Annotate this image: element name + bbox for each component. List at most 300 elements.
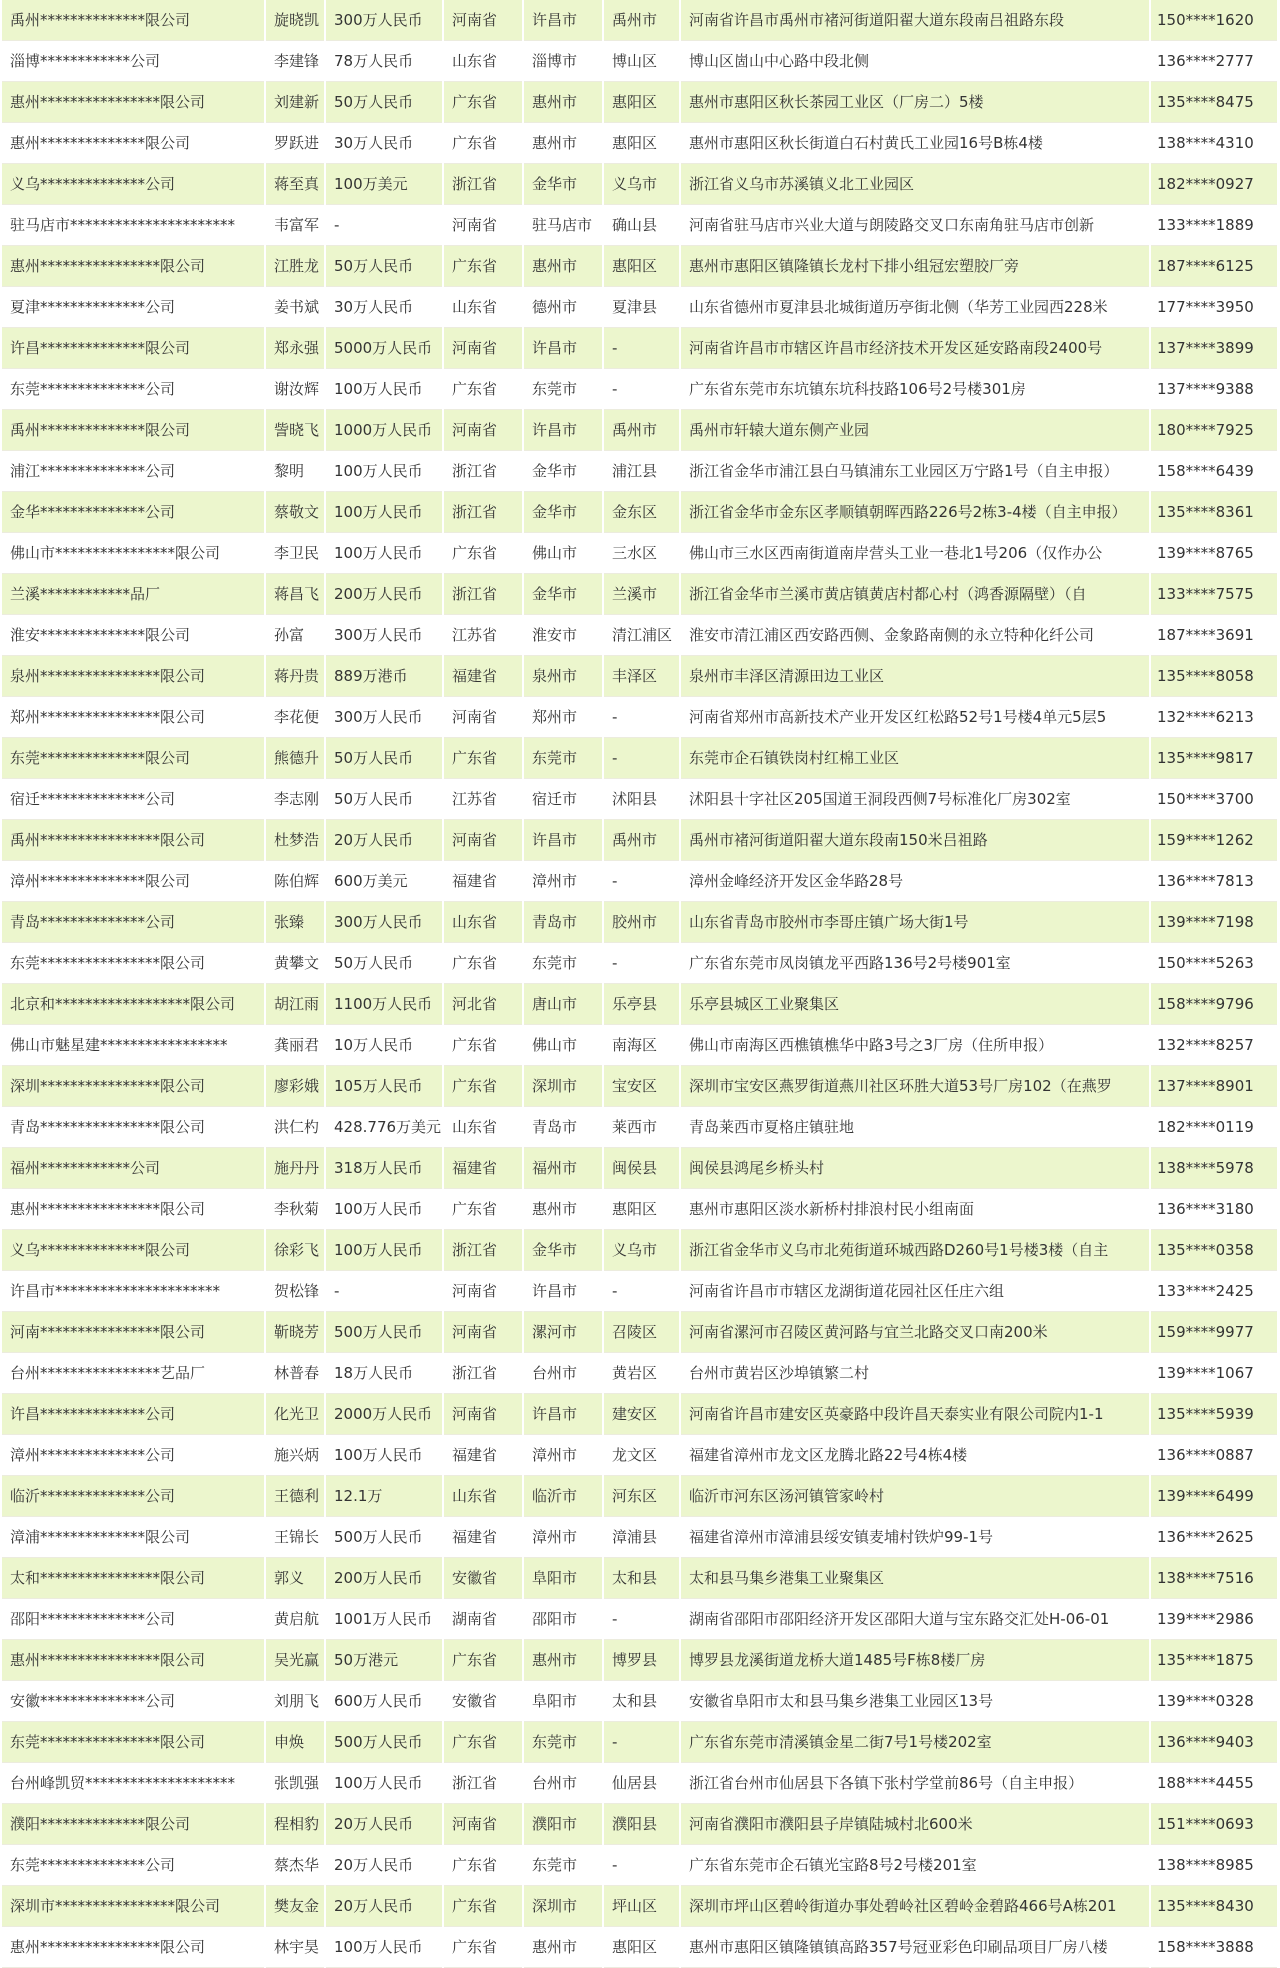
phone-cell: 135****8475 [1150,82,1278,123]
table-row [2,1476,1278,1517]
company-name-cell: 深圳****************限公司 [2,1066,265,1107]
table-row [2,328,1278,369]
province-cell: 河南省 [443,697,523,738]
city-cell: 青岛市 [523,902,603,943]
address-cell: 浙江省台州市仙居县下各镇下张村学堂前86号（自主申报） [680,1763,1150,1804]
district-cell: - [603,369,680,410]
city-cell: 许昌市 [523,1394,603,1435]
legal-rep-cell: 李花便 [265,697,325,738]
legal-rep-cell: 蒋昌飞 [265,574,325,615]
province-cell: 河南省 [443,1312,523,1353]
district-cell: - [603,1722,680,1763]
table-row [2,0,1278,41]
table-row [2,574,1278,615]
legal-rep-cell: 孙富 [265,615,325,656]
legal-rep-cell: 李卫民 [265,533,325,574]
legal-rep-cell: 张臻 [265,902,325,943]
legal-rep-cell: 旋晓凯 [265,0,325,41]
capital-cell: 500万人民币 [325,1517,443,1558]
company-name-cell: 青岛****************限公司 [2,1107,265,1148]
capital-cell: 50万人民币 [325,82,443,123]
province-cell: 浙江省 [443,451,523,492]
legal-rep-cell: 龚丽君 [265,1025,325,1066]
city-cell: 东莞市 [523,1722,603,1763]
province-cell: 广东省 [443,1927,523,1968]
capital-cell: 300万人民币 [325,615,443,656]
city-cell: 阜阳市 [523,1558,603,1599]
capital-cell: 10万人民币 [325,1025,443,1066]
capital-cell: 100万人民币 [325,451,443,492]
capital-cell: 300万人民币 [325,697,443,738]
capital-cell: 100万人民币 [325,533,443,574]
phone-cell: 188****4455 [1150,1763,1278,1804]
phone-cell: 139****8765 [1150,533,1278,574]
company-name-cell: 许昌**************公司 [2,1394,265,1435]
city-cell: 金华市 [523,1230,603,1271]
company-name-cell: 惠州**************限公司 [2,123,265,164]
city-cell: 许昌市 [523,0,603,41]
table-row [2,902,1278,943]
capital-cell: 428.776万美元 [325,1107,443,1148]
phone-cell: 132****6213 [1150,697,1278,738]
address-cell: 惠州市惠阳区秋长茶园工业区（厂房二）5楼 [680,82,1150,123]
address-cell: 漳州金峰经济开发区金华路28号 [680,861,1150,902]
phone-cell: 139****2986 [1150,1599,1278,1640]
address-cell: 浙江省金华市义乌市北苑街道环城西路D260号1号楼3楼（自主 [680,1230,1150,1271]
company-name-cell: 义乌**************公司 [2,164,265,205]
phone-cell: 135****8361 [1150,492,1278,533]
table-row [2,697,1278,738]
district-cell: - [603,943,680,984]
city-cell: 德州市 [523,287,603,328]
city-cell: 惠州市 [523,82,603,123]
district-cell: 惠阳区 [603,82,680,123]
address-cell: 福建省漳州市龙文区龙腾北路22号4栋4楼 [680,1435,1150,1476]
legal-rep-cell: 黎明 [265,451,325,492]
capital-cell: 318万人民币 [325,1148,443,1189]
table-row [2,861,1278,902]
capital-cell: 2000万人民币 [325,1394,443,1435]
legal-rep-cell: 张凯强 [265,1763,325,1804]
city-cell: 福州市 [523,1148,603,1189]
district-cell: 仙居县 [603,1763,680,1804]
address-cell: 临沂市河东区汤河镇管家岭村 [680,1476,1150,1517]
company-table [2,0,1279,1968]
capital-cell: 500万人民币 [325,1312,443,1353]
city-cell: 深圳市 [523,1886,603,1927]
province-cell: 河南省 [443,328,523,369]
legal-rep-cell: 李志刚 [265,779,325,820]
legal-rep-cell: 王锦长 [265,1517,325,1558]
district-cell: 浦江县 [603,451,680,492]
table-row [2,1271,1278,1312]
province-cell: 广东省 [443,533,523,574]
phone-cell: 133****7575 [1150,574,1278,615]
table-row [2,1148,1278,1189]
table-row [2,1927,1278,1968]
city-cell: 惠州市 [523,1640,603,1681]
city-cell: 佛山市 [523,533,603,574]
province-cell: 福建省 [443,1435,523,1476]
district-cell: 坪山区 [603,1886,680,1927]
address-cell: 河南省漯河市召陵区黄河路与宜兰北路交叉口南200米 [680,1312,1150,1353]
address-cell: 惠州市惠阳区镇隆镇镇高路357号冠亚彩色印刷品项目厂房八楼 [680,1927,1150,1968]
city-cell: 东莞市 [523,738,603,779]
capital-cell: 50万港元 [325,1640,443,1681]
district-cell: - [603,861,680,902]
phone-cell: 133****2425 [1150,1271,1278,1312]
company-name-cell: 佛山市魅星建***************** [2,1025,265,1066]
capital-cell: 1100万人民币 [325,984,443,1025]
phone-cell: 139****1067 [1150,1353,1278,1394]
table-row [2,738,1278,779]
province-cell: 山东省 [443,902,523,943]
table-row [2,1189,1278,1230]
district-cell: - [603,738,680,779]
address-cell: 河南省许昌市市辖区龙湖街道花园社区任庄六组 [680,1271,1150,1312]
city-cell: 驻马店市 [523,205,603,246]
legal-rep-cell: 蒋丹贵 [265,656,325,697]
city-cell: 东莞市 [523,1845,603,1886]
district-cell: 濮阳县 [603,1804,680,1845]
district-cell: 太和县 [603,1681,680,1722]
company-name-cell: 禹州**************限公司 [2,0,265,41]
company-name-cell: 东莞****************限公司 [2,943,265,984]
company-name-cell: 北京和******************限公司 [2,984,265,1025]
table-row [2,1394,1278,1435]
company-name-cell: 淄博************公司 [2,41,265,82]
phone-cell: 150****3700 [1150,779,1278,820]
legal-rep-cell: 蔡杰华 [265,1845,325,1886]
province-cell: 安徽省 [443,1558,523,1599]
legal-rep-cell: 陈伯辉 [265,861,325,902]
phone-cell: 137****9388 [1150,369,1278,410]
phone-cell: 135****0358 [1150,1230,1278,1271]
capital-cell: - [325,205,443,246]
company-name-cell: 漳州**************公司 [2,1435,265,1476]
phone-cell: 132****8257 [1150,1025,1278,1066]
district-cell: 博罗县 [603,1640,680,1681]
capital-cell: 20万人民币 [325,1804,443,1845]
company-name-cell: 浦江**************公司 [2,451,265,492]
address-cell: 佛山市南海区西樵镇樵华中路3号之3厂房（住所申报） [680,1025,1150,1066]
district-cell: 乐亭县 [603,984,680,1025]
city-cell: 濮阳市 [523,1804,603,1845]
company-name-cell: 东莞**************限公司 [2,738,265,779]
province-cell: 江苏省 [443,779,523,820]
city-cell: 金华市 [523,492,603,533]
phone-cell: 136****2777 [1150,41,1278,82]
capital-cell: 105万人民币 [325,1066,443,1107]
province-cell: 广东省 [443,1066,523,1107]
table-row [2,533,1278,574]
phone-cell: 136****0887 [1150,1435,1278,1476]
table-row [2,1517,1278,1558]
legal-rep-cell: 蒋至真 [265,164,325,205]
district-cell: 沭阳县 [603,779,680,820]
province-cell: 福建省 [443,656,523,697]
company-name-cell: 福州************公司 [2,1148,265,1189]
address-cell: 禹州市褚河街道阳翟大道东段南150米吕祖路 [680,820,1150,861]
province-cell: 广东省 [443,82,523,123]
company-name-cell: 邵阳**************公司 [2,1599,265,1640]
legal-rep-cell: 李建锋 [265,41,325,82]
province-cell: 河南省 [443,410,523,451]
company-name-cell: 郑州****************限公司 [2,697,265,738]
company-name-cell: 惠州****************限公司 [2,1189,265,1230]
address-cell: 安徽省阜阳市太和县马集乡港集工业园区13号 [680,1681,1150,1722]
company-name-cell: 惠州****************限公司 [2,246,265,287]
company-name-cell: 太和****************限公司 [2,1558,265,1599]
district-cell: 金东区 [603,492,680,533]
city-cell: 临沂市 [523,1476,603,1517]
phone-cell: 177****3950 [1150,287,1278,328]
phone-cell: 137****8901 [1150,1066,1278,1107]
capital-cell: 1000万人民币 [325,410,443,451]
address-cell: 东莞市企石镇铁岗村红棉工业区 [680,738,1150,779]
province-cell: 广东省 [443,1025,523,1066]
table-row [2,1558,1278,1599]
capital-cell: 12.1万 [325,1476,443,1517]
company-name-cell: 许昌**************限公司 [2,328,265,369]
phone-cell: 187****6125 [1150,246,1278,287]
company-name-cell: 安徽**************公司 [2,1681,265,1722]
company-name-cell: 兰溪************品厂 [2,574,265,615]
address-cell: 惠州市惠阳区镇隆镇长龙村下排小组冠宏塑胶厂旁 [680,246,1150,287]
legal-rep-cell: 程相豹 [265,1804,325,1845]
table-row [2,615,1278,656]
capital-cell: 100万人民币 [325,1189,443,1230]
legal-rep-cell: 杜梦浩 [265,820,325,861]
district-cell: - [603,328,680,369]
capital-cell: 18万人民币 [325,1353,443,1394]
district-cell: 义乌市 [603,1230,680,1271]
district-cell: 莱西市 [603,1107,680,1148]
province-cell: 广东省 [443,1640,523,1681]
district-cell: - [603,1271,680,1312]
phone-cell: 138****8985 [1150,1845,1278,1886]
district-cell: 闽侯县 [603,1148,680,1189]
address-cell: 河南省濮阳市濮阳县子岸镇陆城村北600米 [680,1804,1150,1845]
company-name-cell: 驻马店市********************** [2,205,265,246]
table-row [2,984,1278,1025]
company-name-cell: 金华**************公司 [2,492,265,533]
address-cell: 浙江省义乌市苏溪镇义北工业园区 [680,164,1150,205]
phone-cell: 159****9977 [1150,1312,1278,1353]
table-row [2,369,1278,410]
legal-rep-cell: 樊友金 [265,1886,325,1927]
province-cell: 广东省 [443,246,523,287]
company-name-cell: 河南****************限公司 [2,1312,265,1353]
table-body [2,0,1278,1968]
province-cell: 河南省 [443,0,523,41]
capital-cell: 5000万人民币 [325,328,443,369]
company-name-cell: 漳州**************限公司 [2,861,265,902]
province-cell: 江苏省 [443,615,523,656]
district-cell: 召陵区 [603,1312,680,1353]
address-cell: 深圳市坪山区碧岭街道办事处碧岭社区碧岭金碧路466号A栋201 [680,1886,1150,1927]
capital-cell: 30万人民币 [325,123,443,164]
phone-cell: 135****8430 [1150,1886,1278,1927]
company-name-cell: 佛山市****************限公司 [2,533,265,574]
phone-cell: 150****5263 [1150,943,1278,984]
province-cell: 河南省 [443,205,523,246]
province-cell: 山东省 [443,41,523,82]
company-name-cell: 惠州****************限公司 [2,1927,265,1968]
table-row [2,656,1278,697]
capital-cell: 1001万人民币 [325,1599,443,1640]
table-row [2,82,1278,123]
table-row [2,1066,1278,1107]
capital-cell: 500万人民币 [325,1722,443,1763]
table-row [2,820,1278,861]
district-cell: 龙文区 [603,1435,680,1476]
capital-cell: 200万人民币 [325,1558,443,1599]
table-row [2,1353,1278,1394]
address-cell: 河南省驻马店市兴业大道与朗陵路交叉口东南角驻马店市创新 [680,205,1150,246]
address-cell: 山东省青岛市胶州市李哥庄镇广场大街1号 [680,902,1150,943]
phone-cell: 139****7198 [1150,902,1278,943]
address-cell: 沭阳县十字社区205国道王洞段西侧7号标准化厂房302室 [680,779,1150,820]
district-cell: 漳浦县 [603,1517,680,1558]
city-cell: 淄博市 [523,41,603,82]
company-name-cell: 濮阳**************限公司 [2,1804,265,1845]
phone-cell: 136****3180 [1150,1189,1278,1230]
phone-cell: 138****4310 [1150,123,1278,164]
capital-cell: 20万人民币 [325,820,443,861]
phone-cell: 159****1262 [1150,820,1278,861]
table-row [2,1886,1278,1927]
table-row [2,492,1278,533]
district-cell: 博山区 [603,41,680,82]
legal-rep-cell: 林普春 [265,1353,325,1394]
district-cell: 黄岩区 [603,1353,680,1394]
phone-cell: 180****7925 [1150,410,1278,451]
district-cell: 三水区 [603,533,680,574]
capital-cell: 50万人民币 [325,246,443,287]
district-cell: 禹州市 [603,410,680,451]
address-cell: 福建省漳州市漳浦县绥安镇麦埔村铁炉99-1号 [680,1517,1150,1558]
district-cell: 胶州市 [603,902,680,943]
company-name-cell: 禹州****************限公司 [2,820,265,861]
capital-cell: 100万人民币 [325,1230,443,1271]
city-cell: 台州市 [523,1763,603,1804]
phone-cell: 151****0693 [1150,1804,1278,1845]
district-cell: 南海区 [603,1025,680,1066]
address-cell: 佛山市三水区西南街道南岸营头工业一巷北1号206（仅作办公 [680,533,1150,574]
address-cell: 深圳市宝安区燕罗街道燕川社区环胜大道53号厂房102（在燕罗 [680,1066,1150,1107]
address-cell: 淮安市清江浦区西安路西侧、金象路南侧的永立特种化纤公司 [680,615,1150,656]
company-name-cell: 夏津**************公司 [2,287,265,328]
legal-rep-cell: 韦富军 [265,205,325,246]
city-cell: 许昌市 [523,410,603,451]
company-name-cell: 台州峰凯贸******************** [2,1763,265,1804]
legal-rep-cell: 施兴炳 [265,1435,325,1476]
province-cell: 湖南省 [443,1599,523,1640]
table-row [2,943,1278,984]
table-row [2,1435,1278,1476]
province-cell: 山东省 [443,1476,523,1517]
capital-cell: 100万人民币 [325,492,443,533]
address-cell: 浙江省金华市兰溪市黄店镇黄店村都心村（鸿香源隔壁）（自 [680,574,1150,615]
table-row [2,1804,1278,1845]
address-cell: 浙江省金华市浦江县白马镇浦东工业园区万宁路1号（自主申报） [680,451,1150,492]
table-row [2,1681,1278,1722]
city-cell: 许昌市 [523,328,603,369]
province-cell: 广东省 [443,369,523,410]
district-cell: 兰溪市 [603,574,680,615]
district-cell: - [603,697,680,738]
table-row [2,410,1278,451]
province-cell: 广东省 [443,1722,523,1763]
company-name-cell: 东莞**************公司 [2,1845,265,1886]
address-cell: 广东省东莞市企石镇光宝路8号2号楼201室 [680,1845,1150,1886]
district-cell: 惠阳区 [603,246,680,287]
city-cell: 深圳市 [523,1066,603,1107]
capital-cell: 50万人民币 [325,943,443,984]
city-cell: 惠州市 [523,123,603,164]
legal-rep-cell: 施丹丹 [265,1148,325,1189]
province-cell: 福建省 [443,1148,523,1189]
legal-rep-cell: 熊德升 [265,738,325,779]
address-cell: 禹州市轩辕大道东侧产业园 [680,410,1150,451]
phone-cell: 158****6439 [1150,451,1278,492]
province-cell: 福建省 [443,1517,523,1558]
district-cell: 确山县 [603,205,680,246]
address-cell: 泉州市丰泽区清源田边工业区 [680,656,1150,697]
province-cell: 浙江省 [443,574,523,615]
table-row [2,41,1278,82]
phone-cell: 139****0328 [1150,1681,1278,1722]
legal-rep-cell: 郭义 [265,1558,325,1599]
city-cell: 惠州市 [523,246,603,287]
legal-rep-cell: 胡江雨 [265,984,325,1025]
phone-cell: 135****8058 [1150,656,1278,697]
table-row [2,1599,1278,1640]
province-cell: 广东省 [443,1189,523,1230]
district-cell: 义乌市 [603,164,680,205]
company-name-cell: 青岛**************公司 [2,902,265,943]
province-cell: 山东省 [443,287,523,328]
city-cell: 宿迁市 [523,779,603,820]
legal-rep-cell: 訾晓飞 [265,410,325,451]
district-cell: 太和县 [603,1558,680,1599]
address-cell: 闽侯县鸿尾乡桥头村 [680,1148,1150,1189]
city-cell: 阜阳市 [523,1681,603,1722]
table-row [2,287,1278,328]
phone-cell: 182****0927 [1150,164,1278,205]
address-cell: 山东省德州市夏津县北城街道历亭街北侧（华芳工业园西228米 [680,287,1150,328]
legal-rep-cell: 李秋菊 [265,1189,325,1230]
table-row [2,1640,1278,1681]
company-name-cell: 漳浦**************限公司 [2,1517,265,1558]
province-cell: 浙江省 [443,492,523,533]
capital-cell: 30万人民币 [325,287,443,328]
address-cell: 台州市黄岩区沙埠镇繁二村 [680,1353,1150,1394]
phone-cell: 187****3691 [1150,615,1278,656]
address-cell: 惠州市惠阳区秋长街道白石村黄氏工业园16号B栋4楼 [680,123,1150,164]
table-row [2,451,1278,492]
province-cell: 广东省 [443,1886,523,1927]
table-row [2,123,1278,164]
legal-rep-cell: 廖彩娥 [265,1066,325,1107]
legal-rep-cell: 郑永强 [265,328,325,369]
district-cell: 丰泽区 [603,656,680,697]
province-cell: 浙江省 [443,1230,523,1271]
address-cell: 广东省东莞市清溪镇金星二街7号1号楼202室 [680,1722,1150,1763]
phone-cell: 133****1889 [1150,205,1278,246]
company-name-cell: 东莞****************限公司 [2,1722,265,1763]
